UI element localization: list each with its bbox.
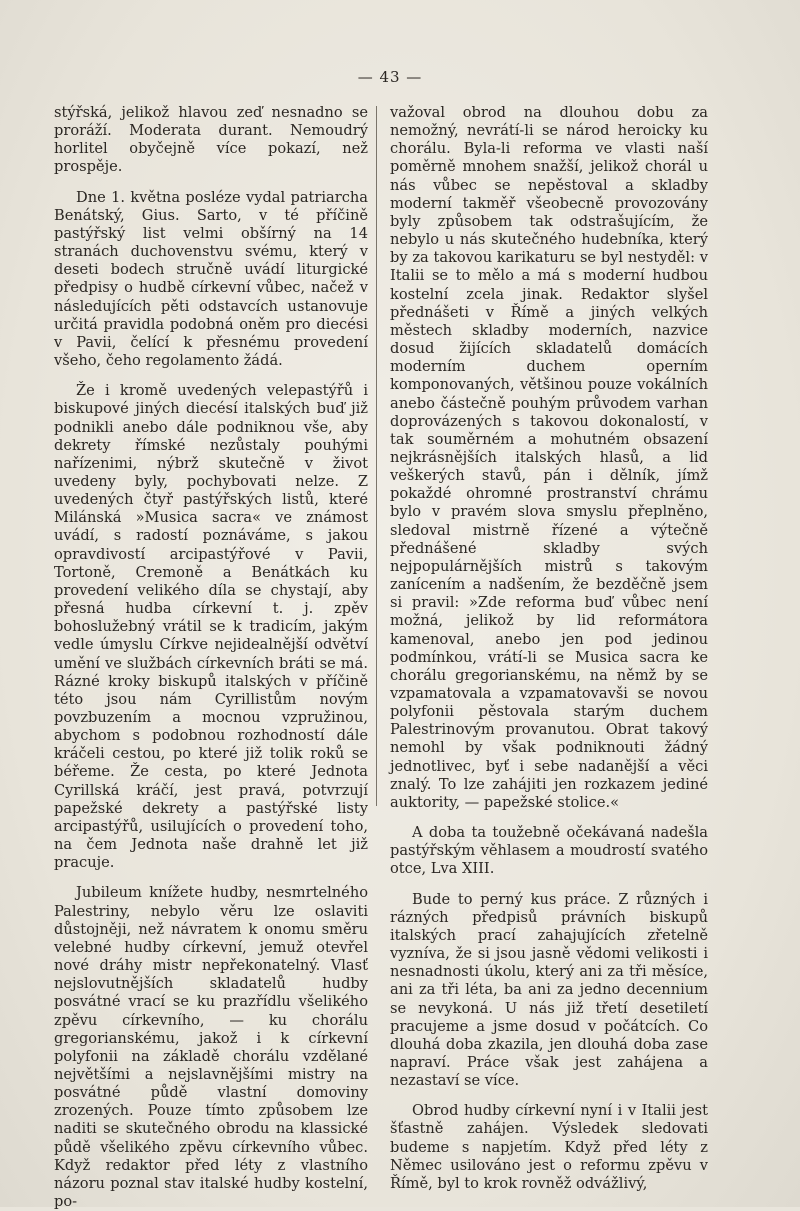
paragraph: Jubileum knížete hudby, nesmrtelného Palestriny, nebylo věru lze oslaviti důstojněji, než návratem k onomu směru velebné hudby církevní, jemuž otevřel nové dráhy mistr nepřekonatelný. Vlasť nejslovutnějších skladatelů hudby posvátné vrací se ku prazřídlu všelikého zpěvu církevního, — ku chorálu gregorianskému, jakož i k církevní polyfonii na základě chorálu vzdělané největšími a nejslavnějšími mistry na posvátné půdě vlastní domoviny zrozených. Pouze tímto způsobem lze naditi se skutečného obrodu na klassické půdě všelikého zpěvu církevního vůbec. Když redaktor před léty z vlastního názoru poznal stav italské hudby kostelní, po- bbox=[54, 884, 368, 1211]
right-column bbox=[390, 104, 708, 1193]
paragraph: A doba ta toužebně očekávaná nadešla pastýřským věhlasem a moudrostí svatého otce, Lva XIII. bbox=[390, 824, 708, 878]
paragraph: Dne 1. května posléze vydal patriarcha Benátský, Gius. Sarto, v té příčině pastýřský list velmi obšírný na 14 stranách duchovenstvu svému, který v deseti bodech stručně uvádí liturgické předpisy o hudbě církevní vůbec, načež v následujících pěti odstavcích ustanovuje určitá pravidla podobná oněm pro diecési v Pavii, čelící k přesnému provedení všeho, čeho regolamento žádá. bbox=[54, 188, 368, 370]
left-column bbox=[54, 104, 368, 1211]
paragraph: važoval obrod na dlouhou dobu za nemožný, nevrátí-li se národ heroicky ku chorálu. Byla-li reforma ve vlasti naší poměrně mnohem snažší, jelikož chorál u nás vůbec se nepěstoval a skladby moderní takměř všeobecně provozovány byly způsobem tak odstrašujícím, že nebylo u nás skutečného hudebníka, který by za takovou karikaturu se byl nestyděl: v Italii se to mělo a má s moderní hudbou kostelní zcela jinak. Redaktor slyšel přednášeti v Římě a jiných velkých městech skladby moderních, nazvice dosud žijících skladatelů domácích moderním duchem operním komponovaných, většinou pouze vokálních anebo částečně pouhým průvodem varhan doprovázených s takovou dokonalostí, v tak souměrném a mohutném obsazení nejkrásnějších italských hlasů, a lid veškerých stavů, pán i dělník, jímž pokaždé ohromné prostranství chrámu bylo v pravém slova smyslu přeplněno, sledoval mistrně řízené a výtečně přednášené skladby svých nejpopulárnějších mistrů s takovým zanícením a nadšením, že bezděčně jsem si pravil: »Zde reforma buď vůbec není možná, jelikož by lid reformátora kamenoval, anebo jen pod jedinou podmínkou, vrátí-li se Musica sacra ke chorálu gregorianskému, na němž by se vzpamatovala a vzpamatovavši se novou polyfonii pěstovala starým duchem Palestrinovým provanutou. Obrat takový nemohl by však podniknouti žádný jednotlivec, byť i sebe nadanější a věci znalý. To lze zahájiti jen rozkazem jediné auktority, — papežské stolice.« bbox=[390, 104, 708, 811]
paragraph: Bude to perný kus práce. Z různých i rázných předpisů právních biskupů italských prací zahajujících zřetelně vyzníva, že si jsou jasně vědomi velikosti i nesnadnosti úkolu, který ani za tři měsíce, ani za tři léta, ba ani za jedno decennium se nevykoná. U nás již třetí desetiletí pracujeme a jsme dosud v počátcích. Co dlouhá doba zkazila, jen dlouhá doba zase napraví. Práce však jest zahájena a nezastaví se více. bbox=[390, 890, 708, 1090]
paragraph: Obrod hudby církevní nyní i v Italii jest šťastně zahájen. Výsledek sledovati budeme s napjetím. Když před léty z Němec usilováno jest o reformu zpěvu v Římě, byl to krok rovněž odvážlivý, bbox=[390, 1102, 708, 1192]
paragraph: stýřská, jelikož hlavou zeď nesnadno se proráží. Moderata durant. Nemoudrý horlitel obyčejně více pokazí, než prospěje. bbox=[54, 104, 368, 176]
page-number: — 43 — bbox=[357, 68, 423, 86]
column-divider bbox=[376, 106, 377, 806]
paragraph: Že i kromě uvedených velepastýřů i biskupové jiných diecésí italských buď již podnikli anebo dále podniknou vše, aby dekrety římské nezůstaly pouhými nařízenimi, nýbrž skutečně v život uvedeny byly, pochybovati nelze. Z uvedených čtyř pastýřských listů, které Milánská »Musica sacra« ve známost uvádí, s radostí poznáváme, s jakou opravdivostí arcipastýřové v Pavii, Tortoně, Cremoně a Benátkách ku provedení velikého díla se chystají, aby přesná hudba církevní t. j. zpěv bohoslužebný vrátil se k tradicím, jakým vedle úmyslu Církve nejidealnější odvětví umění ve službách církevních bráti se má. Rázné kroky biskupů italských v příčině této jsou nám Cyrillistům novým povzbuzením a mocnou vzpružinou, abychom s podobnou rozhodností dále kráčeli cestou, po které již tolik roků se béřeme. Že cesta, po které Jednota Cyrillská kráčí, jest pravá, potvrzují papežské dekrety a pastýřské listy arcipastýřů, usilujících o provedení toho, na čem Jednota naše drahně let již pracuje. bbox=[54, 382, 368, 872]
